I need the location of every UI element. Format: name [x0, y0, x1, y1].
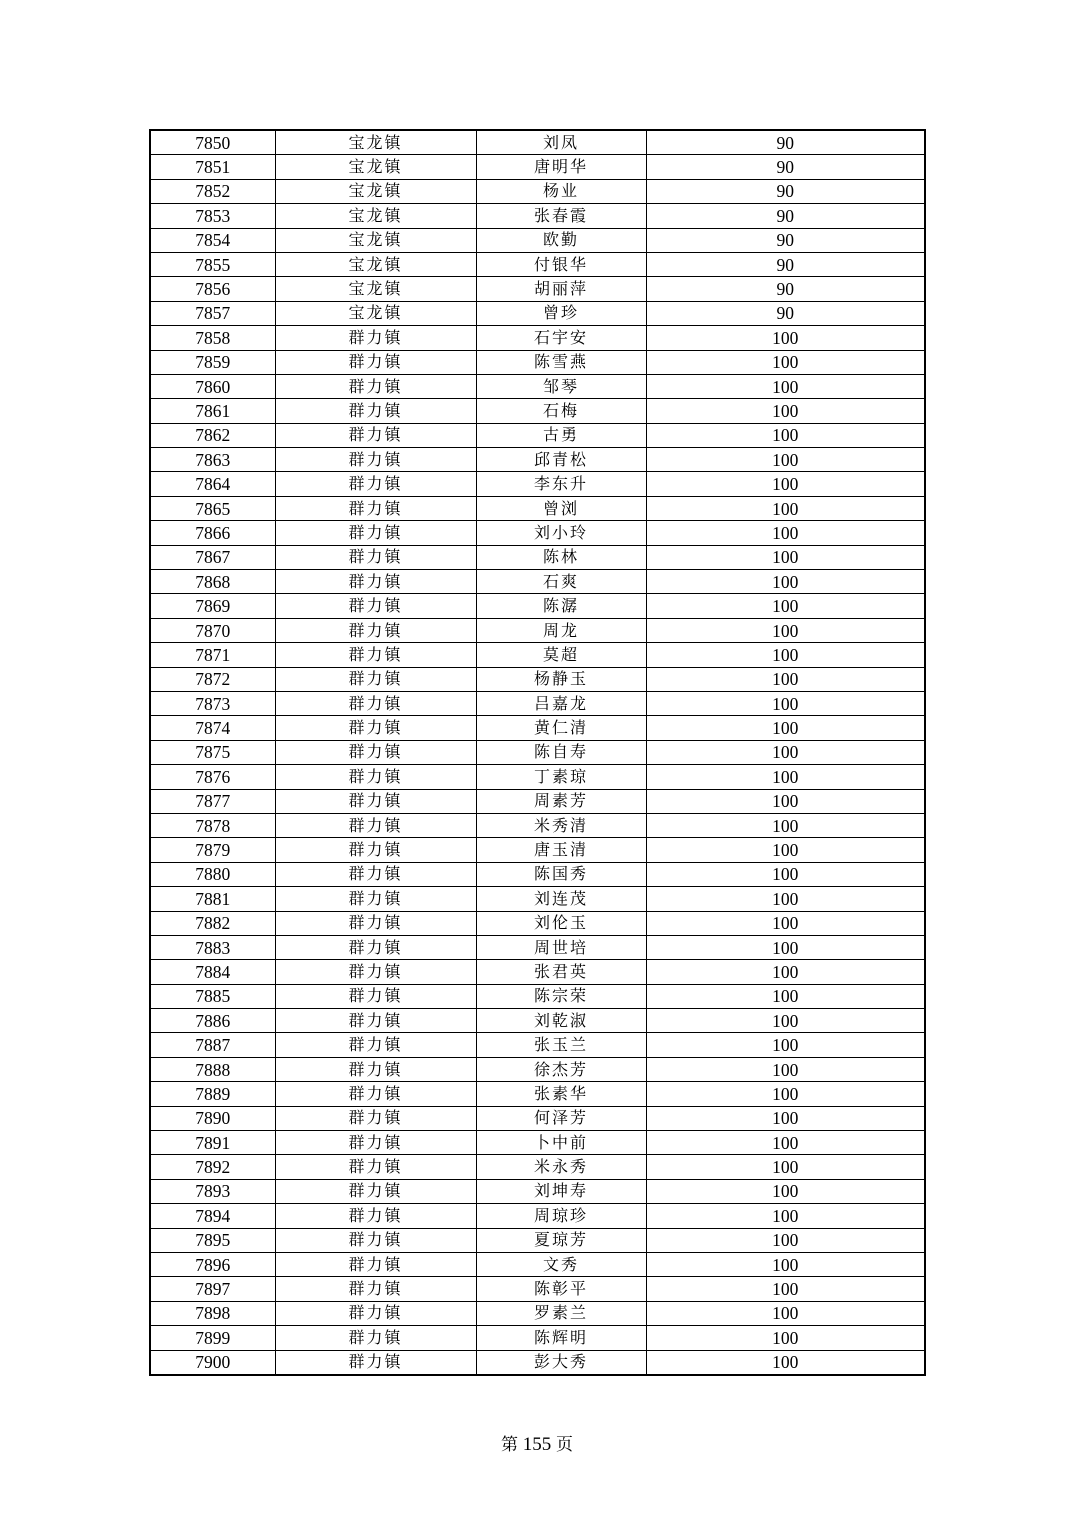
town-cell: 群力镇 — [275, 984, 476, 1008]
amount-cell: 90 — [646, 301, 925, 325]
town-cell: 群力镇 — [275, 350, 476, 374]
town-cell: 群力镇 — [275, 667, 476, 691]
town-cell: 宝龙镇 — [275, 228, 476, 252]
town-cell: 群力镇 — [275, 1009, 476, 1033]
name-cell: 何泽芳 — [476, 1106, 646, 1130]
row-number-cell: 7857 — [150, 301, 275, 325]
row-number-cell: 7894 — [150, 1204, 275, 1228]
data-table — [149, 129, 926, 1376]
row-number-cell: 7898 — [150, 1301, 275, 1325]
town-cell: 群力镇 — [275, 789, 476, 813]
name-cell: 彭大秀 — [476, 1350, 646, 1375]
amount-cell: 90 — [646, 130, 925, 155]
table-row — [150, 643, 925, 667]
town-cell: 宝龙镇 — [275, 179, 476, 203]
name-cell: 杨业 — [476, 179, 646, 203]
name-cell: 胡丽萍 — [476, 277, 646, 301]
amount-cell: 100 — [646, 887, 925, 911]
table-row — [150, 130, 925, 155]
amount-cell: 100 — [646, 326, 925, 350]
name-cell: 刘坤寿 — [476, 1179, 646, 1203]
name-cell: 刘伦玉 — [476, 911, 646, 935]
town-cell: 群力镇 — [275, 1350, 476, 1375]
row-number-cell: 7860 — [150, 374, 275, 398]
town-cell: 群力镇 — [275, 643, 476, 667]
row-number-cell: 7891 — [150, 1131, 275, 1155]
town-cell: 群力镇 — [275, 862, 476, 886]
town-cell: 群力镇 — [275, 496, 476, 520]
town-cell: 宝龙镇 — [275, 277, 476, 301]
town-cell: 群力镇 — [275, 911, 476, 935]
town-cell: 群力镇 — [275, 1301, 476, 1325]
page-prefix: 第 — [501, 1435, 518, 1455]
name-cell: 周世培 — [476, 935, 646, 959]
name-cell: 邱青松 — [476, 448, 646, 472]
row-number-cell: 7856 — [150, 277, 275, 301]
row-number-cell: 7863 — [150, 448, 275, 472]
table-row — [150, 1057, 925, 1081]
name-cell: 夏琼芳 — [476, 1228, 646, 1252]
amount-cell: 100 — [646, 911, 925, 935]
name-cell: 唐明华 — [476, 155, 646, 179]
row-number-cell: 7850 — [150, 130, 275, 155]
page-suffix: 页 — [556, 1435, 573, 1455]
table-row — [150, 667, 925, 691]
amount-cell: 100 — [646, 545, 925, 569]
amount-cell: 90 — [646, 179, 925, 203]
row-number-cell: 7872 — [150, 667, 275, 691]
amount-cell: 100 — [646, 1204, 925, 1228]
table-row — [150, 472, 925, 496]
name-cell: 杨静玉 — [476, 667, 646, 691]
town-cell: 群力镇 — [275, 618, 476, 642]
name-cell: 罗素兰 — [476, 1301, 646, 1325]
table-row — [150, 252, 925, 276]
table-row — [150, 448, 925, 472]
row-number-cell: 7874 — [150, 716, 275, 740]
town-cell: 群力镇 — [275, 472, 476, 496]
name-cell: 刘凤 — [476, 130, 646, 155]
table-row — [150, 350, 925, 374]
name-cell: 唐玉清 — [476, 838, 646, 862]
table-row — [150, 399, 925, 423]
table-row — [150, 204, 925, 228]
name-cell: 张春霞 — [476, 204, 646, 228]
table-row — [150, 228, 925, 252]
town-cell: 群力镇 — [275, 545, 476, 569]
row-number-cell: 7866 — [150, 521, 275, 545]
name-cell: 米永秀 — [476, 1155, 646, 1179]
name-cell: 石宇安 — [476, 326, 646, 350]
amount-cell: 100 — [646, 594, 925, 618]
row-number-cell: 7892 — [150, 1155, 275, 1179]
town-cell: 宝龙镇 — [275, 155, 476, 179]
amount-cell: 100 — [646, 740, 925, 764]
table-row — [150, 301, 925, 325]
row-number-cell: 7854 — [150, 228, 275, 252]
row-number-cell: 7876 — [150, 765, 275, 789]
name-cell: 古勇 — [476, 423, 646, 447]
amount-cell: 100 — [646, 667, 925, 691]
page-footer — [0, 1430, 1074, 1456]
table-row — [150, 570, 925, 594]
amount-cell: 100 — [646, 1106, 925, 1130]
row-number-cell: 7890 — [150, 1106, 275, 1130]
name-cell: 莫超 — [476, 643, 646, 667]
amount-cell: 100 — [646, 643, 925, 667]
name-cell: 刘连茂 — [476, 887, 646, 911]
amount-cell: 100 — [646, 765, 925, 789]
row-number-cell: 7886 — [150, 1009, 275, 1033]
amount-cell: 100 — [646, 496, 925, 520]
row-number-cell: 7887 — [150, 1033, 275, 1057]
name-cell: 周琼珍 — [476, 1204, 646, 1228]
name-cell: 欧勤 — [476, 228, 646, 252]
town-cell: 群力镇 — [275, 521, 476, 545]
row-number-cell: 7899 — [150, 1326, 275, 1350]
name-cell: 石梅 — [476, 399, 646, 423]
row-number-cell: 7862 — [150, 423, 275, 447]
table-row — [150, 1252, 925, 1276]
town-cell: 群力镇 — [275, 813, 476, 837]
table-row — [150, 521, 925, 545]
amount-cell: 100 — [646, 789, 925, 813]
table-row — [150, 374, 925, 398]
table-row — [150, 594, 925, 618]
table-row — [150, 1179, 925, 1203]
name-cell: 曾珍 — [476, 301, 646, 325]
amount-cell: 100 — [646, 1082, 925, 1106]
amount-cell: 100 — [646, 984, 925, 1008]
town-cell: 群力镇 — [275, 399, 476, 423]
name-cell: 陈国秀 — [476, 862, 646, 886]
row-number-cell: 7864 — [150, 472, 275, 496]
row-number-cell: 7888 — [150, 1057, 275, 1081]
row-number-cell: 7867 — [150, 545, 275, 569]
name-cell: 石爽 — [476, 570, 646, 594]
table-row — [150, 813, 925, 837]
name-cell: 李东升 — [476, 472, 646, 496]
name-cell: 周素芳 — [476, 789, 646, 813]
row-number-cell: 7885 — [150, 984, 275, 1008]
page-number: 155 — [522, 1434, 552, 1455]
town-cell: 群力镇 — [275, 1228, 476, 1252]
amount-cell: 100 — [646, 399, 925, 423]
town-cell: 群力镇 — [275, 716, 476, 740]
town-cell: 群力镇 — [275, 1155, 476, 1179]
table-row — [150, 1155, 925, 1179]
row-number-cell: 7855 — [150, 252, 275, 276]
town-cell: 群力镇 — [275, 1204, 476, 1228]
row-number-cell: 7877 — [150, 789, 275, 813]
name-cell: 周龙 — [476, 618, 646, 642]
amount-cell: 100 — [646, 350, 925, 374]
table-row — [150, 935, 925, 959]
name-cell: 陈彰平 — [476, 1277, 646, 1301]
amount-cell: 90 — [646, 204, 925, 228]
town-cell: 群力镇 — [275, 887, 476, 911]
amount-cell: 100 — [646, 423, 925, 447]
name-cell: 卜中前 — [476, 1131, 646, 1155]
town-cell: 群力镇 — [275, 765, 476, 789]
amount-cell: 100 — [646, 1301, 925, 1325]
name-cell: 张玉兰 — [476, 1033, 646, 1057]
town-cell: 群力镇 — [275, 691, 476, 715]
row-number-cell: 7852 — [150, 179, 275, 203]
town-cell: 宝龙镇 — [275, 301, 476, 325]
amount-cell: 100 — [646, 1131, 925, 1155]
table-row — [150, 862, 925, 886]
amount-cell: 100 — [646, 618, 925, 642]
table-row — [150, 838, 925, 862]
row-number-cell: 7882 — [150, 911, 275, 935]
table-row — [150, 618, 925, 642]
table-row — [150, 545, 925, 569]
amount-cell: 100 — [646, 1326, 925, 1350]
table-row — [150, 1106, 925, 1130]
table-row — [150, 1033, 925, 1057]
town-cell: 群力镇 — [275, 838, 476, 862]
name-cell: 徐杰芳 — [476, 1057, 646, 1081]
name-cell: 曾浏 — [476, 496, 646, 520]
amount-cell: 100 — [646, 1033, 925, 1057]
row-number-cell: 7871 — [150, 643, 275, 667]
town-cell: 群力镇 — [275, 374, 476, 398]
amount-cell: 100 — [646, 1179, 925, 1203]
row-number-cell: 7865 — [150, 496, 275, 520]
table-row — [150, 277, 925, 301]
table-row — [150, 740, 925, 764]
town-cell: 群力镇 — [275, 740, 476, 764]
amount-cell: 100 — [646, 374, 925, 398]
row-number-cell: 7851 — [150, 155, 275, 179]
town-cell: 宝龙镇 — [275, 252, 476, 276]
row-number-cell: 7859 — [150, 350, 275, 374]
row-number-cell: 7875 — [150, 740, 275, 764]
town-cell: 宝龙镇 — [275, 204, 476, 228]
town-cell: 群力镇 — [275, 1277, 476, 1301]
town-cell: 群力镇 — [275, 1106, 476, 1130]
town-cell: 群力镇 — [275, 1326, 476, 1350]
amount-cell: 100 — [646, 935, 925, 959]
row-number-cell: 7881 — [150, 887, 275, 911]
amount-cell: 90 — [646, 277, 925, 301]
row-number-cell: 7858 — [150, 326, 275, 350]
table-row — [150, 911, 925, 935]
table-row — [150, 1277, 925, 1301]
amount-cell: 100 — [646, 862, 925, 886]
table-row — [150, 960, 925, 984]
amount-cell: 100 — [646, 1277, 925, 1301]
amount-cell: 100 — [646, 448, 925, 472]
row-number-cell: 7878 — [150, 813, 275, 837]
table-row — [150, 984, 925, 1008]
table-row — [150, 716, 925, 740]
name-cell: 吕嘉龙 — [476, 691, 646, 715]
table-row — [150, 179, 925, 203]
name-cell: 陈林 — [476, 545, 646, 569]
amount-cell: 100 — [646, 716, 925, 740]
data-table-container — [149, 129, 924, 1376]
town-cell: 群力镇 — [275, 1033, 476, 1057]
town-cell: 宝龙镇 — [275, 130, 476, 155]
amount-cell: 100 — [646, 472, 925, 496]
table-row — [150, 423, 925, 447]
town-cell: 群力镇 — [275, 1252, 476, 1276]
name-cell: 陈宗荣 — [476, 984, 646, 1008]
table-row — [150, 887, 925, 911]
name-cell: 米秀清 — [476, 813, 646, 837]
amount-cell: 100 — [646, 1228, 925, 1252]
name-cell: 黄仁清 — [476, 716, 646, 740]
town-cell: 群力镇 — [275, 1057, 476, 1081]
table-row — [150, 1350, 925, 1375]
name-cell: 付银华 — [476, 252, 646, 276]
row-number-cell: 7853 — [150, 204, 275, 228]
table-body — [150, 130, 925, 1375]
name-cell: 陈雪燕 — [476, 350, 646, 374]
row-number-cell: 7900 — [150, 1350, 275, 1375]
row-number-cell: 7873 — [150, 691, 275, 715]
row-number-cell: 7889 — [150, 1082, 275, 1106]
amount-cell: 90 — [646, 155, 925, 179]
table-row — [150, 496, 925, 520]
amount-cell: 90 — [646, 252, 925, 276]
amount-cell: 100 — [646, 521, 925, 545]
table-row — [150, 765, 925, 789]
name-cell: 刘乾淑 — [476, 1009, 646, 1033]
name-cell: 陈辉明 — [476, 1326, 646, 1350]
name-cell: 张君英 — [476, 960, 646, 984]
amount-cell: 100 — [646, 1057, 925, 1081]
town-cell: 群力镇 — [275, 935, 476, 959]
town-cell: 群力镇 — [275, 570, 476, 594]
row-number-cell: 7884 — [150, 960, 275, 984]
name-cell: 刘小玲 — [476, 521, 646, 545]
name-cell: 陈潺 — [476, 594, 646, 618]
name-cell: 邹琴 — [476, 374, 646, 398]
name-cell: 文秀 — [476, 1252, 646, 1276]
table-row — [150, 155, 925, 179]
table-row — [150, 1131, 925, 1155]
table-row — [150, 1301, 925, 1325]
table-row — [150, 691, 925, 715]
row-number-cell: 7897 — [150, 1277, 275, 1301]
name-cell: 张素华 — [476, 1082, 646, 1106]
name-cell: 丁素琼 — [476, 765, 646, 789]
table-row — [150, 1228, 925, 1252]
town-cell: 群力镇 — [275, 423, 476, 447]
town-cell: 群力镇 — [275, 960, 476, 984]
town-cell: 群力镇 — [275, 1179, 476, 1203]
amount-cell: 100 — [646, 691, 925, 715]
table-row — [150, 789, 925, 813]
row-number-cell: 7880 — [150, 862, 275, 886]
row-number-cell: 7896 — [150, 1252, 275, 1276]
table-row — [150, 1326, 925, 1350]
table-row — [150, 1204, 925, 1228]
amount-cell: 100 — [646, 1252, 925, 1276]
amount-cell: 100 — [646, 1350, 925, 1375]
table-row — [150, 1009, 925, 1033]
row-number-cell: 7895 — [150, 1228, 275, 1252]
amount-cell: 90 — [646, 228, 925, 252]
town-cell: 群力镇 — [275, 1082, 476, 1106]
town-cell: 群力镇 — [275, 448, 476, 472]
amount-cell: 100 — [646, 1155, 925, 1179]
amount-cell: 100 — [646, 960, 925, 984]
amount-cell: 100 — [646, 570, 925, 594]
row-number-cell: 7870 — [150, 618, 275, 642]
table-row — [150, 326, 925, 350]
row-number-cell: 7868 — [150, 570, 275, 594]
row-number-cell: 7883 — [150, 935, 275, 959]
row-number-cell: 7869 — [150, 594, 275, 618]
row-number-cell: 7893 — [150, 1179, 275, 1203]
row-number-cell: 7861 — [150, 399, 275, 423]
name-cell: 陈自寿 — [476, 740, 646, 764]
town-cell: 群力镇 — [275, 594, 476, 618]
amount-cell: 100 — [646, 1009, 925, 1033]
town-cell: 群力镇 — [275, 326, 476, 350]
amount-cell: 100 — [646, 838, 925, 862]
row-number-cell: 7879 — [150, 838, 275, 862]
table-row — [150, 1082, 925, 1106]
amount-cell: 100 — [646, 813, 925, 837]
town-cell: 群力镇 — [275, 1131, 476, 1155]
